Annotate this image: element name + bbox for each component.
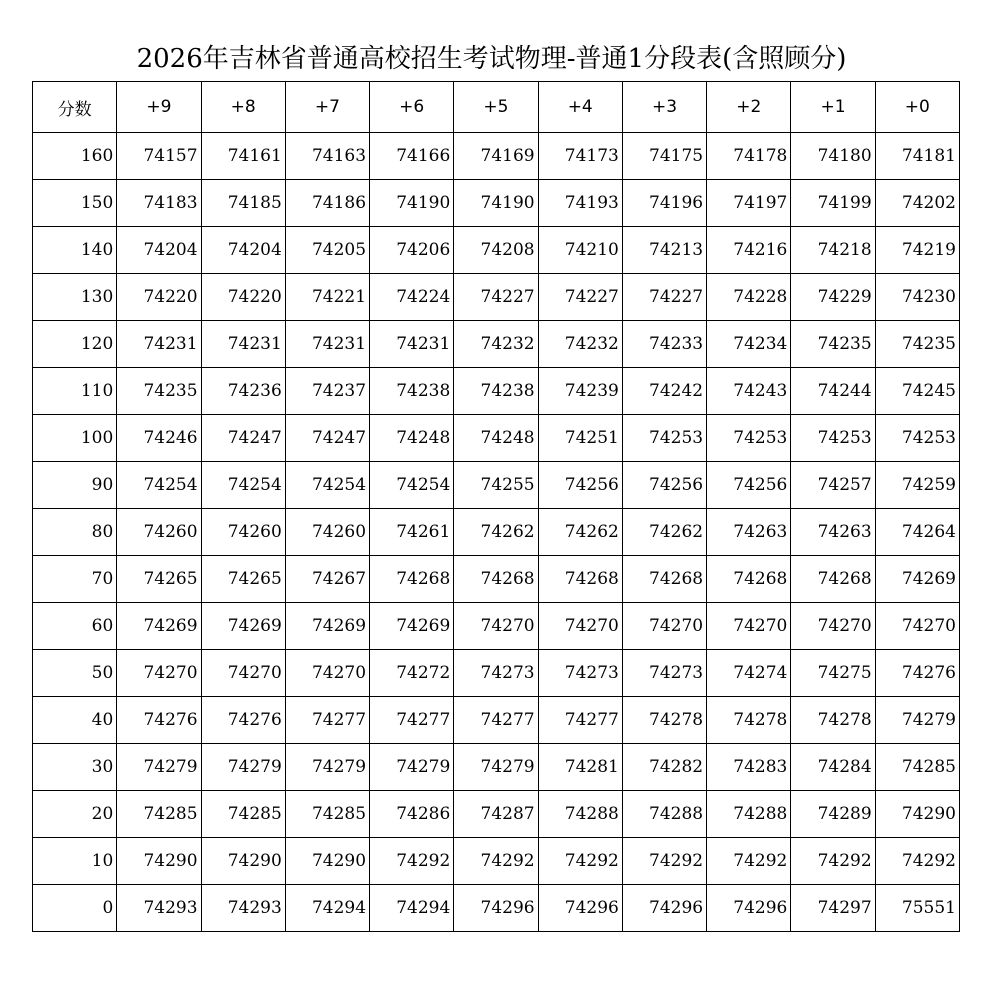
rank-cell: 74242: [622, 368, 706, 415]
rank-cell: 74233: [622, 321, 706, 368]
rank-cell: 74204: [201, 227, 285, 274]
rank-cell: 74180: [791, 133, 875, 180]
rank-cell: 74220: [117, 274, 201, 321]
table-body: [33, 133, 960, 932]
rank-cell: 74268: [622, 556, 706, 603]
score-cell: 110: [33, 368, 117, 415]
rank-cell: 74253: [622, 415, 706, 462]
rank-cell: 74181: [875, 133, 959, 180]
rank-cell: 74278: [707, 697, 791, 744]
rank-cell: 74278: [622, 697, 706, 744]
rank-cell: 74296: [454, 885, 538, 932]
rank-cell: 74269: [117, 603, 201, 650]
rank-cell: 74292: [538, 838, 622, 885]
page-title: 2026年吉林省普通高校招生考试物理-普通1分段表(含照顾分): [136, 44, 847, 74]
rank-cell: 74260: [285, 509, 369, 556]
rank-cell: 74244: [791, 368, 875, 415]
rank-cell: 74283: [707, 744, 791, 791]
table-row: [33, 415, 960, 462]
rank-cell: 74287: [454, 791, 538, 838]
rank-cell: 74285: [285, 791, 369, 838]
rank-cell: 74297: [791, 885, 875, 932]
rank-cell: 74190: [454, 180, 538, 227]
rank-cell: 74269: [875, 556, 959, 603]
rank-cell: 74265: [117, 556, 201, 603]
rank-cell: 74206: [370, 227, 454, 274]
rank-cell: 74221: [285, 274, 369, 321]
table-row: [33, 744, 960, 791]
rank-cell: 74270: [875, 603, 959, 650]
rank-cell: 74273: [622, 650, 706, 697]
rank-cell: 74253: [707, 415, 791, 462]
rank-cell: 74288: [538, 791, 622, 838]
score-cell: 40: [33, 697, 117, 744]
rank-cell: 74269: [201, 603, 285, 650]
table-row: [33, 697, 960, 744]
rank-cell: 74279: [201, 744, 285, 791]
rank-cell: 74251: [538, 415, 622, 462]
rank-cell: 74282: [622, 744, 706, 791]
rank-cell: 74276: [201, 697, 285, 744]
rank-cell: 74296: [707, 885, 791, 932]
rank-cell: 74190: [370, 180, 454, 227]
rank-cell: 74257: [791, 462, 875, 509]
rank-cell: 74245: [875, 368, 959, 415]
rank-cell: 74292: [875, 838, 959, 885]
rank-cell: 74243: [707, 368, 791, 415]
rank-cell: 74253: [875, 415, 959, 462]
rank-cell: 74237: [285, 368, 369, 415]
rank-cell: 74290: [875, 791, 959, 838]
table-row: [33, 180, 960, 227]
rank-cell: 74256: [707, 462, 791, 509]
score-cell: 90: [33, 462, 117, 509]
rank-cell: 74239: [538, 368, 622, 415]
rank-cell: 74270: [454, 603, 538, 650]
score-cell: 120: [33, 321, 117, 368]
rank-cell: 74227: [538, 274, 622, 321]
rank-cell: 74248: [370, 415, 454, 462]
column-header-offset: +3: [622, 82, 706, 133]
rank-cell: 74173: [538, 133, 622, 180]
rank-cell: 74229: [791, 274, 875, 321]
rank-cell: 74275: [791, 650, 875, 697]
rank-cell: 74255: [454, 462, 538, 509]
rank-cell: 74234: [707, 321, 791, 368]
rank-cell: 74277: [370, 697, 454, 744]
rank-cell: 74262: [622, 509, 706, 556]
rank-cell: 74232: [454, 321, 538, 368]
rank-cell: 74254: [285, 462, 369, 509]
rank-cell: 74231: [117, 321, 201, 368]
rank-cell: 74259: [875, 462, 959, 509]
rank-cell: 74166: [370, 133, 454, 180]
score-cell: 50: [33, 650, 117, 697]
rank-cell: 74262: [538, 509, 622, 556]
rank-cell: 74247: [285, 415, 369, 462]
rank-cell: 74294: [285, 885, 369, 932]
rank-cell: 74204: [117, 227, 201, 274]
rank-cell: 74268: [538, 556, 622, 603]
column-header-offset: +6: [370, 82, 454, 133]
column-header-offset: +4: [538, 82, 622, 133]
rank-cell: 74268: [791, 556, 875, 603]
table-row: [33, 321, 960, 368]
column-header-offset: +7: [285, 82, 369, 133]
rank-cell: 74260: [201, 509, 285, 556]
column-header-score: 分数: [33, 82, 117, 133]
rank-cell: 74265: [201, 556, 285, 603]
rank-cell: 74254: [370, 462, 454, 509]
rank-cell: 74288: [622, 791, 706, 838]
rank-cell: 74292: [454, 838, 538, 885]
rank-cell: 74276: [875, 650, 959, 697]
rank-cell: 74246: [117, 415, 201, 462]
rank-cell: 74284: [791, 744, 875, 791]
rank-cell: 74286: [370, 791, 454, 838]
rank-cell: 74273: [454, 650, 538, 697]
column-header-offset: +8: [201, 82, 285, 133]
rank-cell: 74197: [707, 180, 791, 227]
rank-cell: 74261: [370, 509, 454, 556]
rank-cell: 74178: [707, 133, 791, 180]
rank-cell: 74292: [622, 838, 706, 885]
rank-cell: 74288: [707, 791, 791, 838]
rank-cell: 74213: [622, 227, 706, 274]
rank-cell: 74269: [370, 603, 454, 650]
rank-cell: 74254: [201, 462, 285, 509]
rank-cell: 74270: [538, 603, 622, 650]
rank-cell: 74273: [538, 650, 622, 697]
rank-cell: 74262: [454, 509, 538, 556]
rank-cell: 74263: [707, 509, 791, 556]
rank-cell: 74289: [791, 791, 875, 838]
rank-cell: 74270: [201, 650, 285, 697]
rank-cell: 74247: [201, 415, 285, 462]
column-header-offset: +9: [117, 82, 201, 133]
table-row: [33, 838, 960, 885]
score-cell: 30: [33, 744, 117, 791]
table-row: [33, 556, 960, 603]
rank-cell: 74231: [285, 321, 369, 368]
rank-cell: 74169: [454, 133, 538, 180]
rank-cell: 74272: [370, 650, 454, 697]
score-cell: 70: [33, 556, 117, 603]
rank-cell: 74238: [454, 368, 538, 415]
table-row: [33, 274, 960, 321]
rank-cell: 74281: [538, 744, 622, 791]
table-row: [33, 227, 960, 274]
rank-cell: 74232: [538, 321, 622, 368]
rank-cell: 74270: [791, 603, 875, 650]
table-row: [33, 462, 960, 509]
rank-cell: 74267: [285, 556, 369, 603]
table-row: [33, 509, 960, 556]
table-row: [33, 603, 960, 650]
rank-cell: 74219: [875, 227, 959, 274]
rank-cell: 74193: [538, 180, 622, 227]
rank-cell: 74277: [454, 697, 538, 744]
rank-cell: 74183: [117, 180, 201, 227]
rank-cell: 74285: [875, 744, 959, 791]
score-cell: 150: [33, 180, 117, 227]
column-header-offset: +5: [454, 82, 538, 133]
rank-cell: 74293: [201, 885, 285, 932]
rank-cell: 74202: [875, 180, 959, 227]
score-cell: 20: [33, 791, 117, 838]
rank-cell: 74254: [117, 462, 201, 509]
rank-cell: 74186: [285, 180, 369, 227]
rank-cell: 74231: [370, 321, 454, 368]
column-header-offset: +1: [791, 82, 875, 133]
table-row: [33, 650, 960, 697]
score-cell: 130: [33, 274, 117, 321]
column-header-offset: +2: [707, 82, 791, 133]
rank-cell: 74285: [201, 791, 285, 838]
rank-cell: 74199: [791, 180, 875, 227]
rank-cell: 74227: [454, 274, 538, 321]
rank-cell: 74231: [201, 321, 285, 368]
rank-cell: 74279: [117, 744, 201, 791]
rank-cell: 74263: [791, 509, 875, 556]
rank-cell: 74293: [117, 885, 201, 932]
rank-cell: 74278: [791, 697, 875, 744]
rank-cell: 74157: [117, 133, 201, 180]
rank-cell: 74256: [622, 462, 706, 509]
rank-cell: 74208: [454, 227, 538, 274]
score-cell: 100: [33, 415, 117, 462]
rank-cell: 74161: [201, 133, 285, 180]
rank-cell: 74290: [285, 838, 369, 885]
rank-cell: 74270: [707, 603, 791, 650]
rank-cell: 74269: [285, 603, 369, 650]
rank-cell: 74268: [370, 556, 454, 603]
score-cell: 60: [33, 603, 117, 650]
rank-cell: 74256: [538, 462, 622, 509]
rank-cell: 74292: [707, 838, 791, 885]
rank-cell: 74235: [117, 368, 201, 415]
rank-cell: 74279: [285, 744, 369, 791]
rank-cell: 74205: [285, 227, 369, 274]
rank-cell: 74216: [707, 227, 791, 274]
score-cell: 0: [33, 885, 117, 932]
rank-cell: 74264: [875, 509, 959, 556]
table-row: [33, 368, 960, 415]
rank-cell: 74277: [538, 697, 622, 744]
rank-cell: 74218: [791, 227, 875, 274]
table-row: [33, 133, 960, 180]
score-distribution-table: [32, 81, 960, 932]
rank-cell: 74248: [454, 415, 538, 462]
rank-cell: 74253: [791, 415, 875, 462]
rank-cell: 74268: [454, 556, 538, 603]
rank-cell: 74279: [454, 744, 538, 791]
rank-cell: 74236: [201, 368, 285, 415]
table-row: [33, 885, 960, 932]
rank-cell: 74210: [538, 227, 622, 274]
rank-cell: 74276: [117, 697, 201, 744]
rank-cell: 74296: [622, 885, 706, 932]
header-row: [33, 82, 960, 133]
rank-cell: 74290: [117, 838, 201, 885]
score-cell: 140: [33, 227, 117, 274]
rank-cell: 74268: [707, 556, 791, 603]
rank-cell: 74175: [622, 133, 706, 180]
rank-cell: 74185: [201, 180, 285, 227]
column-header-offset: +0: [875, 82, 959, 133]
table-row: [33, 791, 960, 838]
score-cell: 80: [33, 509, 117, 556]
rank-cell: 74277: [285, 697, 369, 744]
rank-cell: 74230: [875, 274, 959, 321]
rank-cell: 74279: [370, 744, 454, 791]
rank-cell: 74220: [201, 274, 285, 321]
rank-cell: 74270: [117, 650, 201, 697]
score-cell: 10: [33, 838, 117, 885]
rank-cell: 74290: [201, 838, 285, 885]
rank-cell: 74235: [791, 321, 875, 368]
rank-cell: 74285: [117, 791, 201, 838]
rank-cell: 74260: [117, 509, 201, 556]
rank-cell: 74196: [622, 180, 706, 227]
rank-cell: 74279: [875, 697, 959, 744]
rank-cell: 74238: [370, 368, 454, 415]
rank-cell: 74227: [622, 274, 706, 321]
score-cell: 160: [33, 133, 117, 180]
rank-cell: 74224: [370, 274, 454, 321]
rank-cell: 75551: [875, 885, 959, 932]
rank-cell: 74274: [707, 650, 791, 697]
rank-cell: 74292: [370, 838, 454, 885]
rank-cell: 74163: [285, 133, 369, 180]
rank-cell: 74270: [285, 650, 369, 697]
rank-cell: 74235: [875, 321, 959, 368]
rank-cell: 74228: [707, 274, 791, 321]
rank-cell: 74296: [538, 885, 622, 932]
rank-cell: 74294: [370, 885, 454, 932]
rank-cell: 74292: [791, 838, 875, 885]
table-header: [33, 82, 960, 133]
rank-cell: 74270: [622, 603, 706, 650]
